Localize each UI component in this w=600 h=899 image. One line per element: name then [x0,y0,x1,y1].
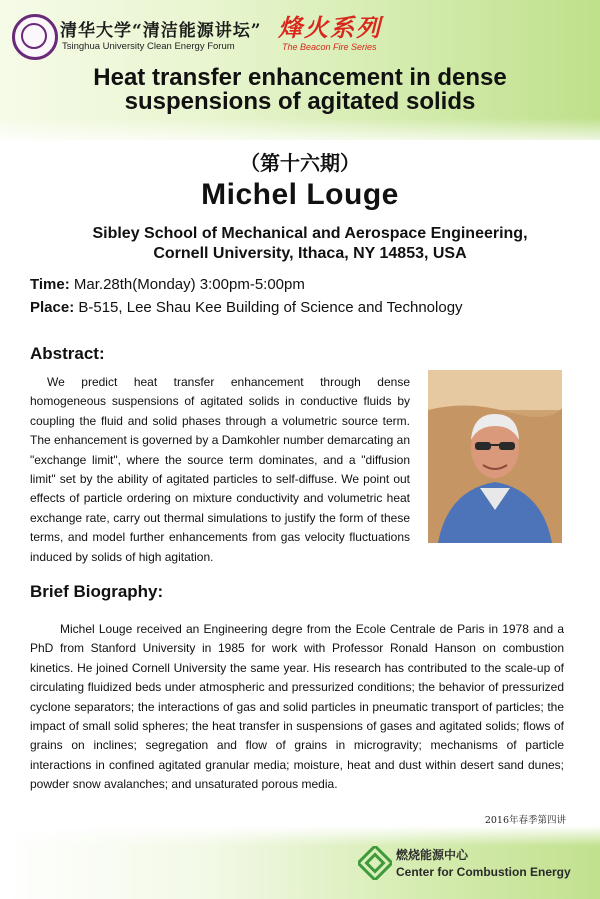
speaker-name: Michel Louge [201,178,399,211]
talk-title [0,66,600,114]
series-name-en: The Beacon Fire Series [282,42,377,52]
talk-title-line2: suspensions of agitated solids [124,88,476,115]
time-label: Time: [30,276,70,293]
tsinghua-seal-icon [12,14,58,60]
combustion-center-icon [358,846,392,880]
speaker-portrait-image [428,370,562,543]
series-logo [270,8,390,58]
term-stamp: 2016年春季第四讲 [484,815,566,826]
place-label: Place: [30,299,75,316]
affiliation-line1: Sibley School of Mechanical and Aerospace Engineering, [92,225,528,242]
time-row [30,276,305,293]
forum-logo [8,8,308,58]
talk-title-line1: Heat transfer enhancement in dense [93,64,507,91]
speaker-photo [428,370,562,543]
biography-text: Michel Louge received an Engineering degre from the Ecole Centrale de Paris in 1978 and a PhD from Stanford University in 1985 for work with Professor Ronald Hanson on combustion kinetics. He joined Cornell University the same year. His research has contributed to the scale-up of circulating fluidized beds under atmospheric and pressurized conditions; the behavior of pressurized cyclone separators; the interactions of gas and solid particles in pneumatic transport of particles; the impact of small solid spheres; the heat transfer in suspensions of gases and agitated solids; flows of grains on inclines; segregation and flow of grains in microgravity; mechanisms of particle interactions in confined agitated granular media; moisture, heat and dust within desert sand dunes; powder snow avalanches; and unsaturated porous media. [30,622,564,792]
affiliation-line2: Cornell University, Ithaca, NY 14853, USA [153,245,467,262]
time-value: Mar.28th(Monday) 3:00pm-5:00pm [73,276,305,293]
forum-name-cn: 清华大学“清洁能源讲坛” [60,21,262,41]
center-name-en: Center for Combustion Energy [396,865,571,879]
abstract-heading: Abstract: [30,344,105,363]
center-logo [358,842,578,888]
series-name-cn: 烽火系列 [278,13,382,42]
header-fade [0,118,600,148]
period-label: （第十六期） [240,151,360,175]
biography-heading: Brief Biography: [30,582,164,601]
abstract-text: We predict heat transfer enhancement through dense homogeneous suspensions of agitated solids in conductive fluids by coupling the fluid and solid phases through a volumetric source term. The enhancement is governed by a Damkohler number demarcating an "exchange limit", where the source term dominates, and a "diffusion limit" set by the ability of agitated particles to self-diffuse. We point out effects of particle ordering on mixture conductivity and volumetric heat exchange rate, carry out thermal simulations to justify the form of these terms, and model further enhancements from gas velocity fluctuations induced by solids of high agitation. [30,375,410,564]
speaker-affiliation [0,224,600,264]
place-value: B-515, Lee Shau Kee Building of Science and Technology [78,299,463,316]
forum-name-en: Tsinghua University Clean Energy Forum [62,41,235,52]
center-name-cn: 燃烧能源中心 [396,848,469,862]
place-row [30,299,463,316]
